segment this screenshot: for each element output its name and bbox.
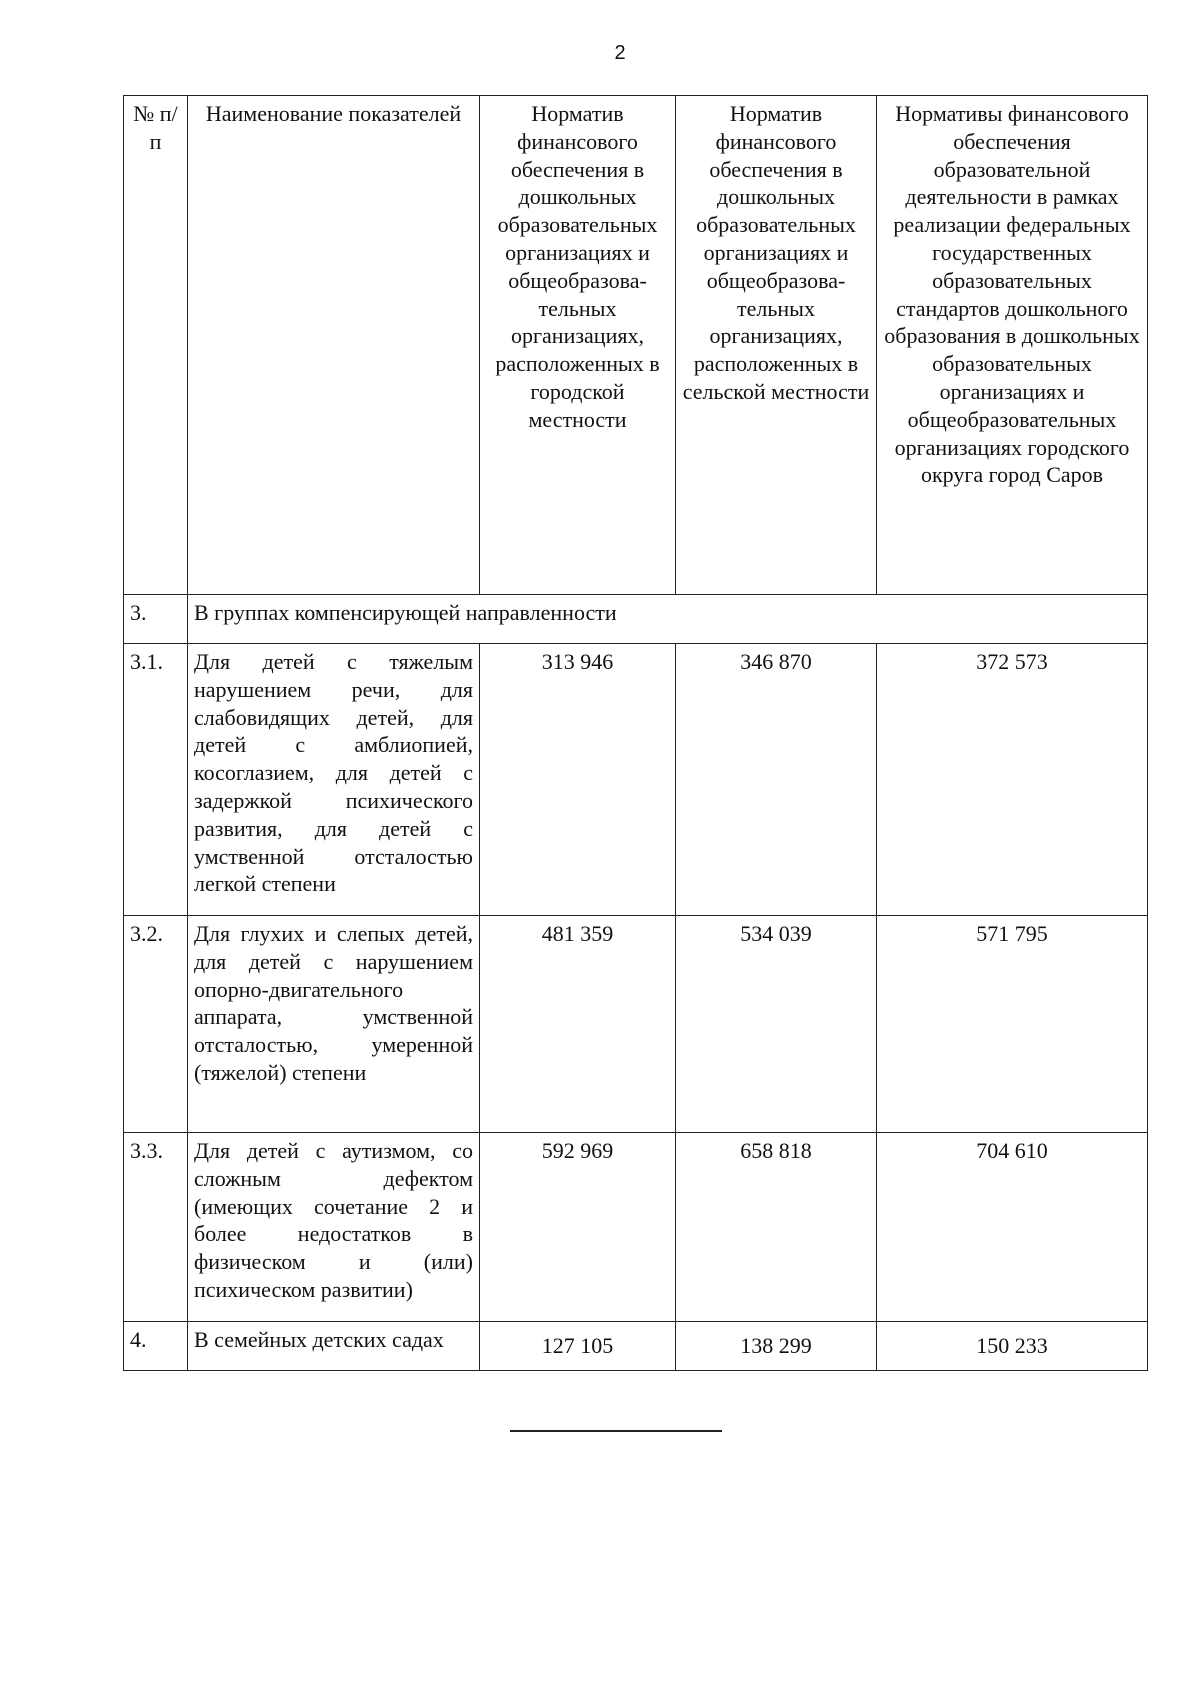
header-sarov-norm: Нормативы финансового обеспечения образовательной деятельности в рамках реализации федеральных государственных образовательных стандартов дошкольного образования в дошкольных образовательных организациях и общеобразовательных организациях городского округа город Саров (877, 96, 1148, 595)
table-row (124, 916, 1148, 1133)
table-row (124, 1322, 1148, 1371)
row-rural-value: 534 039 (676, 916, 877, 1133)
row-rural-value: 658 818 (676, 1133, 877, 1322)
header-name: Наименование показателей (188, 96, 480, 595)
section-num: 3. (124, 595, 188, 644)
header-rural-norm: Норматив финансового обеспечения в дошкольных образовательных организациях и общеобразова-тельных организациях, расположенных в сельской местности (676, 96, 877, 595)
row-urban-value: 481 359 (480, 916, 676, 1133)
row-name: В семейных детских садах (188, 1322, 480, 1371)
row-sarov-value: 704 610 (877, 1133, 1148, 1322)
row-sarov-value: 372 573 (877, 644, 1148, 916)
section-label: В группах компенсирующей направленности (188, 595, 1148, 644)
end-of-document-rule (510, 1430, 722, 1432)
row-urban-value: 592 969 (480, 1133, 676, 1322)
row-sarov-value: 571 795 (877, 916, 1148, 1133)
header-urban-norm: Норматив финансового обеспечения в дошкольных образовательных организациях и общеобразова-тельных организациях, расположенных в городской местности (480, 96, 676, 595)
section-row (124, 595, 1148, 644)
row-name: Для детей с тяжелым нарушением речи, для слабовидящих детей, для детей с амблиопией, косоглазием, для детей с задержкой психического развития, для детей с умственной отсталостью легкой степени (188, 644, 480, 916)
table-row (124, 644, 1148, 916)
table-row (124, 1133, 1148, 1322)
row-name: Для глухих и слепых детей, для детей с нарушением опорно-двигательного аппарата, умственной отсталостью, умеренной (тяжелой) степени (188, 916, 480, 1133)
row-num: 3.3. (124, 1133, 188, 1322)
table-header-row (124, 96, 1148, 595)
row-num: 4. (124, 1322, 188, 1371)
header-num: № п/п (124, 96, 188, 595)
row-num: 3.2. (124, 916, 188, 1133)
row-rural-value: 346 870 (676, 644, 877, 916)
row-name: Для детей с аутизмом, со сложным дефектом (имеющих сочетание 2 и более недостатков в физическом и (или) психическом развитии) (188, 1133, 480, 1322)
page-number: 2 (614, 42, 626, 64)
row-sarov-value: 150 233 (877, 1322, 1148, 1371)
row-urban-value: 313 946 (480, 644, 676, 916)
row-num: 3.1. (124, 644, 188, 916)
financial-norms-table (123, 95, 1148, 1371)
row-urban-value: 127 105 (480, 1322, 676, 1371)
row-rural-value: 138 299 (676, 1322, 877, 1371)
